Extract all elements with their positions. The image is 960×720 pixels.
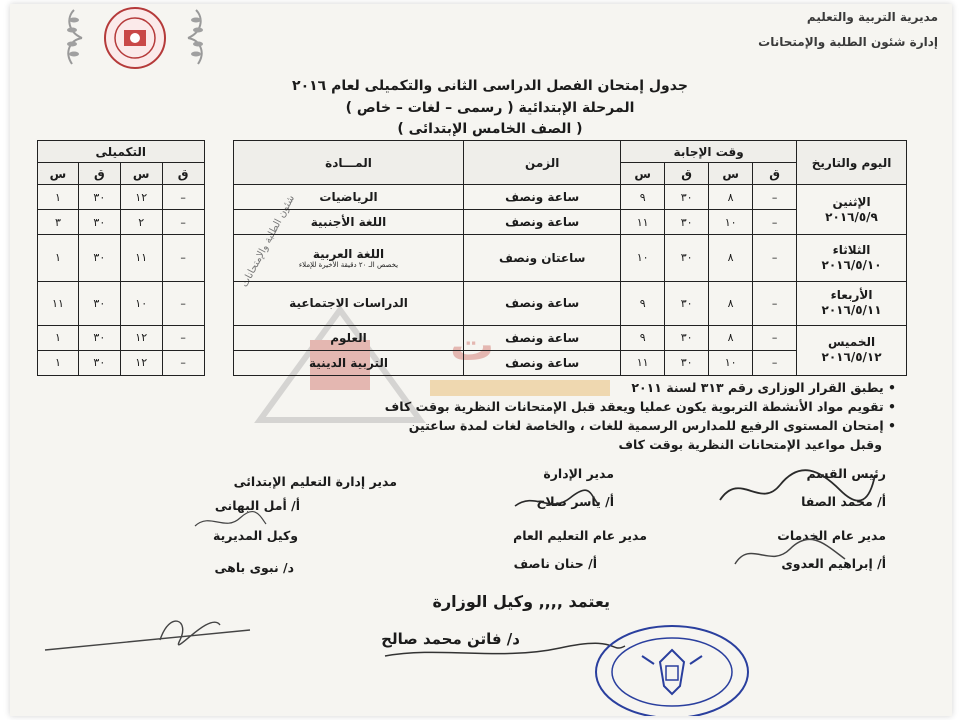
answer-cell: ٣٠ <box>665 325 709 350</box>
answer-cell: ١١ <box>621 210 665 235</box>
note-item <box>136 435 896 454</box>
answer-cell: – <box>753 350 797 375</box>
supp-cell: ٣٠ <box>78 281 120 325</box>
header-day-date: اليوم والتاريخ <box>797 141 907 185</box>
day-cell <box>797 325 907 375</box>
section-head-name: أ/ محمد الصفا <box>801 494 886 509</box>
supp-cell: ١٢ <box>120 350 162 375</box>
answer-cell: – <box>753 235 797 281</box>
answer-cell: – <box>753 325 797 350</box>
day-date: ٢٠١٦/٥/٩ <box>825 209 878 224</box>
table-row <box>38 235 907 281</box>
stage-title: المرحلة الإبتدائية ( رسمى – لغات – خاص ) <box>345 100 635 116</box>
supp-cell: ٣٠ <box>78 210 120 235</box>
sub-s: س <box>38 163 79 185</box>
sub-s: س <box>709 163 753 185</box>
answer-cell: ٩ <box>621 281 665 325</box>
subject-cell: اللغة الأجنبية <box>233 210 463 235</box>
supp-cell: ٣٠ <box>78 325 120 350</box>
administration-name: إدارة شئون الطلبة والإمتحانات <box>758 35 938 49</box>
subject-cell: الرياضيات <box>233 185 463 210</box>
answer-cell: ٣٠ <box>665 281 709 325</box>
sub-s: س <box>120 163 162 185</box>
sub-q: ق <box>78 163 120 185</box>
exam-title: جدول إمتحان الفصل الدراسى الثانى والتكميلى لعام ٢٠١٦ <box>292 78 688 94</box>
grade-title: ( الصف الخامس الإبتدائى ) <box>397 121 583 137</box>
section-head-title: رئيس القسم <box>806 466 886 481</box>
admin-director-name: أ/ ياسر صلاح <box>536 494 614 509</box>
directorate-logo <box>60 4 210 72</box>
table-row <box>38 281 907 325</box>
note-text: وقبل مواعيد الإمتحانات النظرية بوقت كاف <box>618 437 882 452</box>
subject-note: يخصص الـ ٢٠ دقيقة الأخيرة للإملاء <box>298 260 399 269</box>
supp-cell: – <box>162 185 204 210</box>
primary-director-title: مدير إدارة التعليم الإبتدائى <box>233 474 397 489</box>
note-item: • يطبق القرار الوزارى رقم ٣١٣ لسنة ٢٠١١ <box>631 380 896 395</box>
duration-cell: ساعة ونصف <box>464 185 621 210</box>
vertical-stamp-text: شئون الطلبة والإمتحانات <box>239 193 298 290</box>
supp-cell: ١١ <box>38 281 79 325</box>
day-name: الثلاثاء <box>832 242 871 257</box>
services-title: مدير عام الخدمات <box>777 528 886 543</box>
subject-cell <box>233 235 463 281</box>
note-text: إمتحان المستوى الرفيع للمدارس الرسمية للغات ، والخاصة لغات لمدة ساعتين <box>408 418 884 433</box>
duration-cell: ساعة ونصف <box>464 281 621 325</box>
day-date: ٢٠١٦/٥/١٠ <box>821 257 882 272</box>
directorate-name: مديرية التربية والتعليم <box>806 10 938 24</box>
answer-cell: – <box>753 210 797 235</box>
supp-cell: ١ <box>38 325 79 350</box>
supp-cell: ١ <box>38 350 79 375</box>
subject-cell: العلوم <box>233 325 463 350</box>
day-cell <box>797 281 907 325</box>
day-name: الإثنين <box>832 194 871 209</box>
supp-cell: ١٢ <box>120 325 162 350</box>
supp-cell: ١٠ <box>120 281 162 325</box>
signature-scribble <box>710 460 880 520</box>
supp-cell: – <box>162 350 204 375</box>
note-item: • تقويم مواد الأنشطة التربوية يكون عمليا ويعقد قبل الإمتحانات النظرية بوقت كاف <box>384 399 896 414</box>
supp-cell: ٣٠ <box>78 350 120 375</box>
signature-scribble <box>40 590 260 660</box>
duration-cell: ساعة ونصف <box>464 350 621 375</box>
subject-cell: الدراسات الاجتماعية <box>233 281 463 325</box>
supp-cell: ١ <box>38 185 79 210</box>
supp-cell: ٢ <box>120 210 162 235</box>
day-name: الخميس <box>827 335 876 350</box>
header-answer-time: وقت الإجابة <box>621 141 797 163</box>
note-text: يطبق القرار الوزارى رقم ٣١٣ لسنة ٢٠١١ <box>631 380 884 395</box>
header-duration: الزمن <box>464 141 621 185</box>
supp-cell: ٣٠ <box>78 235 120 281</box>
header-supplementary: التكميلى <box>38 141 205 163</box>
day-name: الأربعاء <box>830 288 873 303</box>
notes-list <box>136 378 896 454</box>
sub-q: ق <box>665 163 709 185</box>
answer-cell: ٣٠ <box>665 350 709 375</box>
duration-cell: ساعة ونصف <box>464 325 621 350</box>
general-ed-title: مدير عام التعليم العام <box>513 528 647 543</box>
deputy-title: وكيل المديرية <box>213 528 298 543</box>
answer-cell: ٨ <box>709 325 753 350</box>
supp-cell: – <box>162 210 204 235</box>
supp-cell: – <box>162 235 204 281</box>
answer-cell: ٩ <box>621 185 665 210</box>
supp-cell: ١٢ <box>120 185 162 210</box>
sub-q: ق <box>753 163 797 185</box>
answer-cell: ٩ <box>621 325 665 350</box>
supp-cell: ١١ <box>120 235 162 281</box>
note-item: • إمتحان المستوى الرفيع للمدارس الرسمية للغات ، والخاصة لغات لمدة ساعتين <box>408 418 896 433</box>
table-row <box>38 210 907 235</box>
answer-cell: ٨ <box>709 235 753 281</box>
subject-name: اللغة العربية <box>312 246 385 261</box>
day-date: ٢٠١٦/٥/١٢ <box>821 350 882 365</box>
duration-cell: ساعة ونصف <box>464 210 621 235</box>
supp-cell: ٣٠ <box>78 185 120 210</box>
signature-scribble <box>510 486 600 516</box>
sub-s: س <box>621 163 665 185</box>
supp-cell: ١ <box>38 235 79 281</box>
deputy-name: د/ نبوى باهى <box>214 560 294 575</box>
signature-scribble <box>190 508 270 536</box>
subject-cell: التربية الدينية <box>233 350 463 375</box>
table-row <box>38 185 907 210</box>
exam-schedule-table <box>37 140 907 376</box>
approval-line: يعتمد ,,,, وكيل الوزارة <box>432 592 610 611</box>
answer-cell: ١١ <box>621 350 665 375</box>
sub-q: ق <box>162 163 204 185</box>
svg-text:ت: ت <box>450 320 495 371</box>
services-name: أ/ إبراهيم العدوى <box>781 556 886 571</box>
primary-director-name: أ/ أمل البهانى <box>214 498 300 513</box>
day-cell <box>797 185 907 235</box>
answer-cell: ٣٠ <box>665 210 709 235</box>
duration-cell: ساعتان ونصف <box>464 235 621 281</box>
table-row <box>38 350 907 375</box>
answer-cell: ١٠ <box>709 210 753 235</box>
supp-cell: ٣ <box>38 210 79 235</box>
ministry-deputy-name: د/ فاتن محمد صالح <box>381 630 520 648</box>
answer-cell: ٨ <box>709 281 753 325</box>
official-stamp <box>592 620 752 716</box>
day-date: ٢٠١٦/٥/١١ <box>821 303 882 318</box>
supp-cell: – <box>162 281 204 325</box>
table-row <box>38 325 907 350</box>
answer-cell: – <box>753 185 797 210</box>
spacer-column <box>204 141 233 376</box>
answer-cell: ١٠ <box>709 350 753 375</box>
admin-director-title: مدير الإدارة <box>543 466 614 481</box>
answer-cell: – <box>753 281 797 325</box>
header-subject: المـــادة <box>233 141 463 185</box>
answer-cell: ٣٠ <box>665 235 709 281</box>
supp-cell: – <box>162 325 204 350</box>
note-text: تقويم مواد الأنشطة التربوية يكون عمليا ويعقد قبل الإمتحانات النظرية بوقت كاف <box>384 399 884 414</box>
answer-cell: ٨ <box>709 185 753 210</box>
answer-cell: ٣٠ <box>665 185 709 210</box>
answer-cell: ١٠ <box>621 235 665 281</box>
signature-scribble <box>730 534 850 574</box>
general-ed-name: أ/ حنان ناصف <box>513 556 597 571</box>
day-cell <box>797 235 907 281</box>
